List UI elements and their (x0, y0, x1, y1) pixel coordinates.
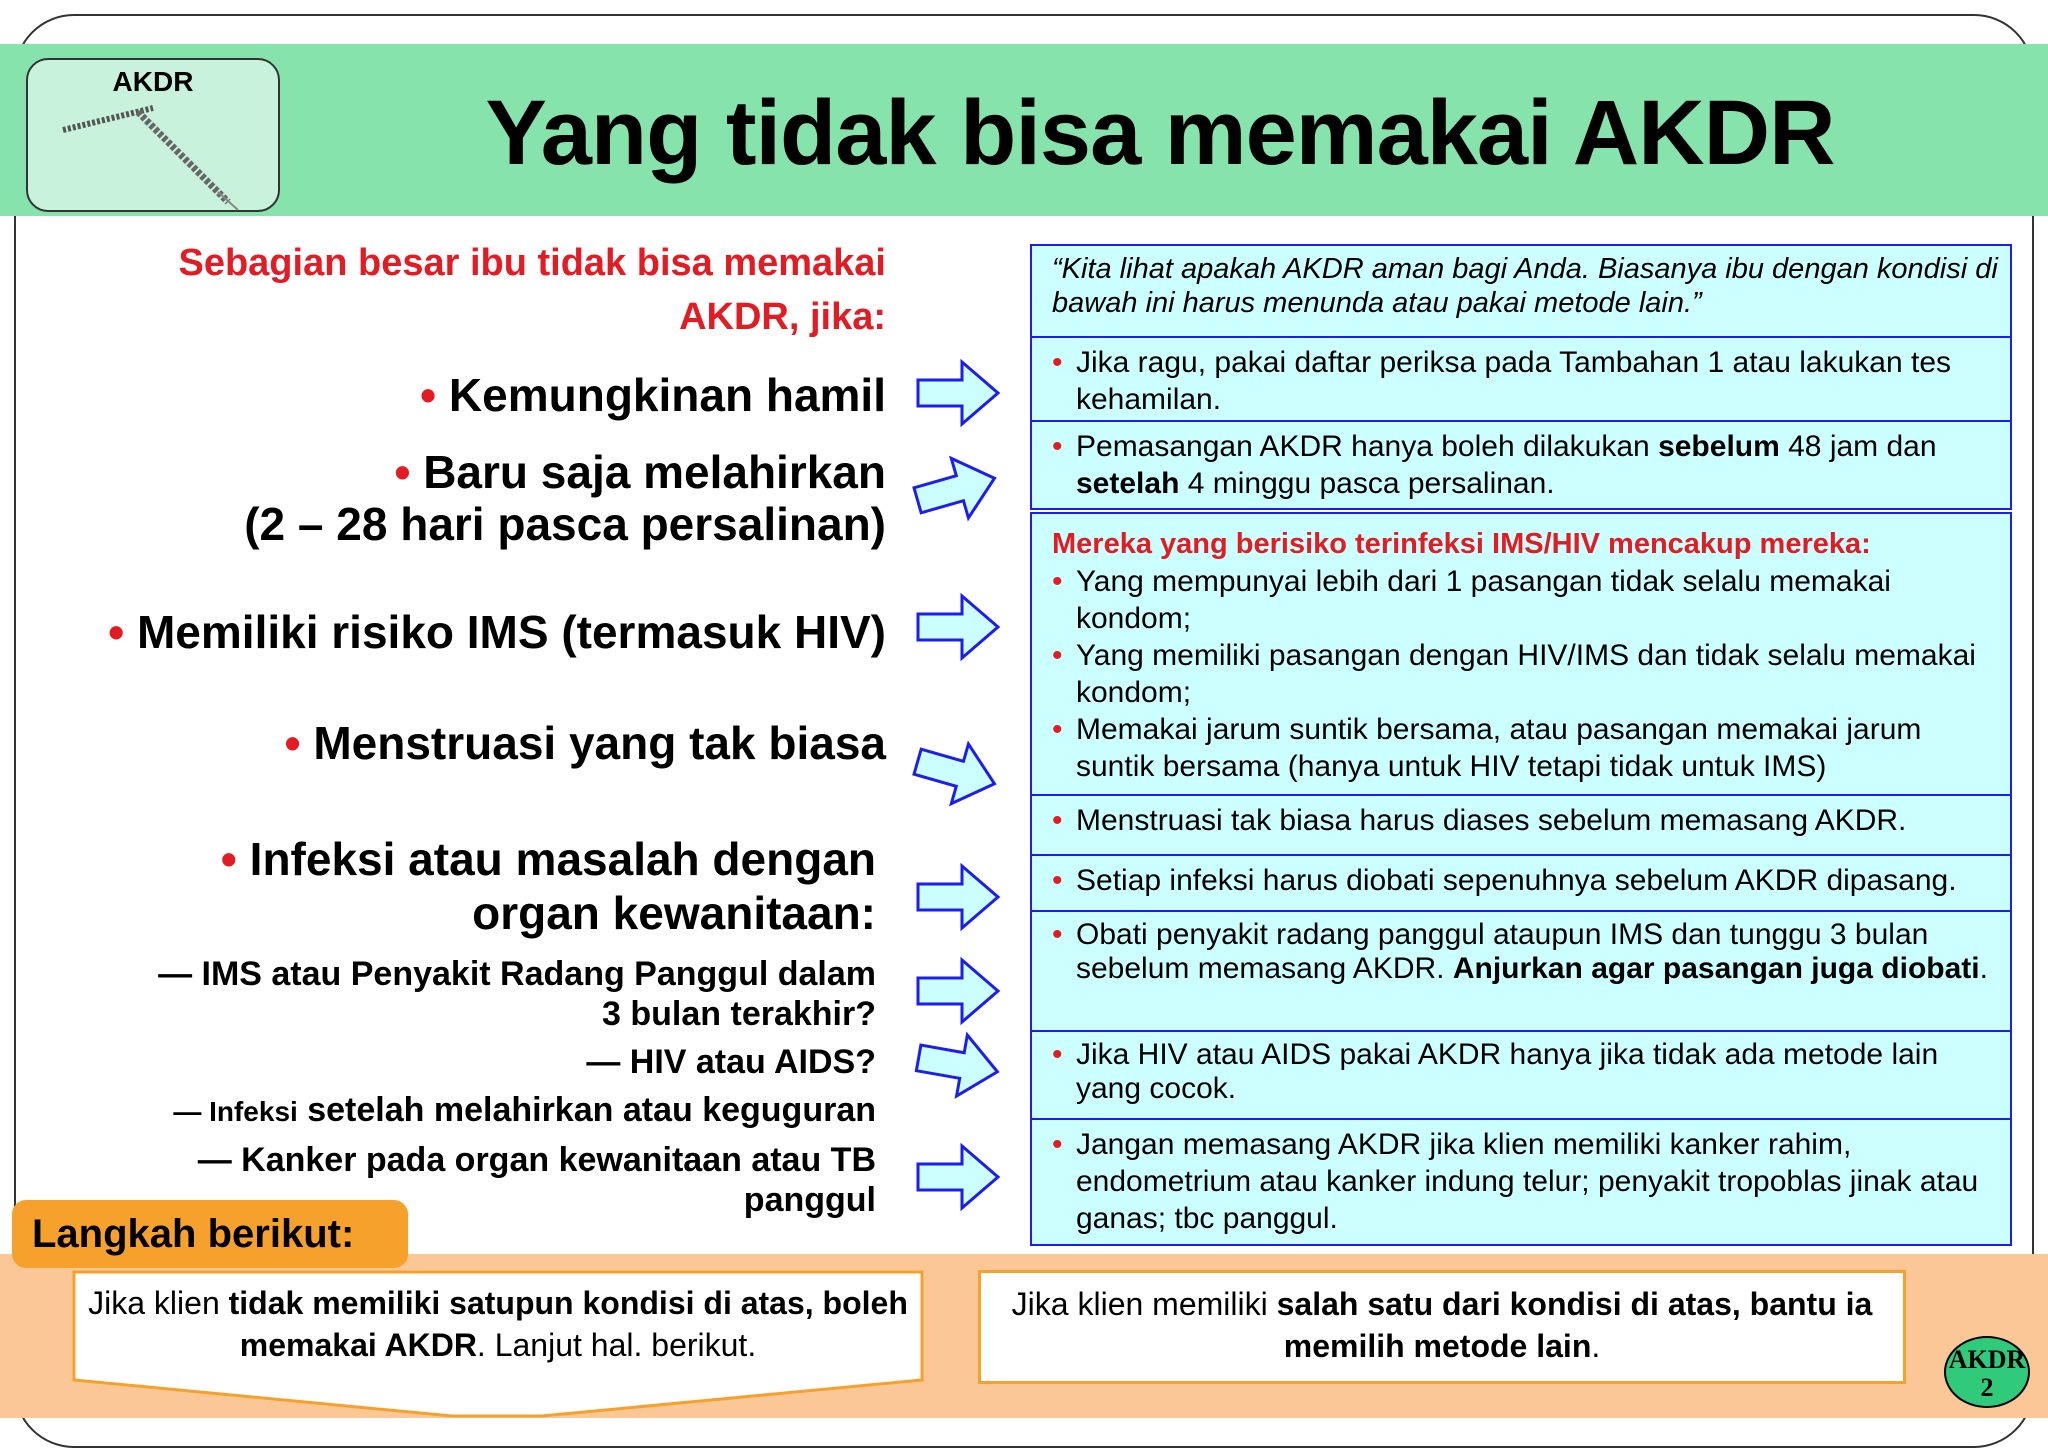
intro-line-2: AKDR, jika: (679, 296, 886, 338)
guidance-quote (1032, 246, 2010, 338)
risk-item: • Yang mempunyai lebih dari 1 pasangan tidak selalu memakai kondom; (1052, 563, 1998, 637)
bullet: • (284, 717, 301, 769)
text-part: 4 minggu pasca persalinan. (1179, 467, 1555, 500)
guidance-text: • Jangan memasang AKDR jika klien memiliki kanker rahim, endometrium atau kanker indung telur; penyakit tropoblas jinak atau ganas; tbc panggul. (1052, 1126, 1998, 1237)
guidance-box-top (1030, 244, 2012, 510)
text-part: . (1979, 952, 1988, 985)
guidance-text: • Menstruasi tak biasa harus diases sebelum memasang AKDR. (1052, 802, 1998, 839)
sub-prefix: — Infeksi (173, 1096, 298, 1127)
condition-label: Kemungkinan hamil (448, 369, 886, 421)
sub-line: — HIV atau AIDS? (586, 1043, 876, 1081)
arrow-right-icon (916, 592, 1002, 662)
text-part: Jika klien (88, 1285, 229, 1321)
guidance-text: • Setiap infeksi harus diobati sepenuhnya sebelum AKDR dipasang. (1052, 862, 1998, 899)
sub-line-1: — Kanker pada organ kewanitaan atau TB (197, 1141, 876, 1179)
guidance-infection (1032, 856, 2010, 912)
text-part: . Lanjut hal. berikut. (476, 1327, 757, 1363)
guidance-postpartum (1032, 422, 2010, 508)
sub-condition-postpartum-infection (40, 1090, 876, 1132)
text-part: Pemasangan AKDR hanya boleh dilakukan (1076, 430, 1659, 463)
page-badge (1944, 1336, 2030, 1408)
risk-item: • Memakai jarum suntik bersama, atau pasangan memakai jarum suntik bersama (hanya untuk HIV tetapi tidak untuk IMS) (1052, 711, 1998, 785)
condition-sti-risk (40, 603, 886, 661)
guidance-box-mid (1030, 512, 2012, 856)
text-bold: sebelum (1658, 430, 1780, 463)
intro-line-1: Sebagian besar ibu tidak bisa memakai (178, 242, 886, 284)
guidance-box-bottom (1030, 854, 2012, 1246)
sub-line-2: panggul (743, 1181, 876, 1219)
badge-number: 2 (1980, 1373, 1994, 1402)
page-title: Yang tidak bisa memakai AKDR (485, 82, 1835, 184)
guidance-sti-risk (1032, 514, 2010, 796)
logo-label: AKDR (112, 66, 194, 97)
quote-text: “Kita lihat apakah AKDR aman bagi Anda. Biasanya ibu dengan kondisi di bawah ini harus menunda atau pakai metode lain.” (1052, 253, 1998, 319)
sub-line: setelah melahirkan atau keguguran (297, 1091, 876, 1129)
text-bold: Anjurkan agar pasangan juga diobati (1452, 952, 1980, 985)
condition-detail: (2 – 28 hari pasca persalinan) (244, 498, 886, 550)
guidance-menstruation (1032, 796, 2010, 854)
bullet: • (420, 369, 437, 421)
text-part: Obati penyakit radang panggul ataupun IMS dan tunggu 3 bulan sebelum memasang AKDR. (1076, 918, 1929, 985)
sub-line-2: 3 bulan terakhir? (602, 995, 876, 1033)
intro-text (60, 236, 886, 344)
condition-label: Menstruasi yang tak biasa (313, 717, 886, 769)
condition-label-2: organ kewanitaan: (472, 887, 876, 939)
guidance-cancer (1032, 1120, 2010, 1244)
condition-label: Baru saja melahirkan (423, 446, 886, 498)
arrow-right-icon (916, 1142, 1002, 1212)
badge-label: AKDR (1948, 1345, 2026, 1374)
guidance-text: • Jika HIV atau AIDS pakai AKDR hanya jika tidak ada metode lain yang cocok. (1052, 1038, 1998, 1106)
condition-postpartum (60, 446, 886, 550)
sub-condition-pid (40, 954, 876, 1034)
arrow-right-icon (916, 862, 1002, 932)
text-bold: tidak memiliki satupun kondisi di atas, boleh memakai AKDR (228, 1285, 908, 1363)
guidance-text (1052, 428, 1998, 502)
guidance-text (1052, 918, 1998, 986)
footer-right-box (978, 1270, 1906, 1384)
condition-menstruation (60, 714, 886, 772)
condition-label: Memiliki risiko IMS (termasuk HIV) (136, 606, 886, 658)
bullet: • (220, 833, 237, 885)
sub-line-1: — IMS atau Penyakit Radang Panggul dalam (158, 955, 876, 993)
text-part: . (1591, 1328, 1601, 1364)
arrow-right-icon (916, 956, 1002, 1026)
text-bold: salah satu dari kondisi di atas, bantu ia memilih metode lain (1276, 1286, 1873, 1364)
text-part: 48 jam dan (1779, 430, 1937, 463)
footer-left-text (80, 1278, 916, 1378)
sub-condition-hiv (40, 1042, 876, 1082)
logo-box (26, 58, 280, 212)
arrow-right-icon (916, 358, 1002, 428)
arrow-right-icon (911, 1023, 1008, 1107)
text-bold: setelah (1076, 467, 1180, 500)
guidance-text: • Jika ragu, pakai daftar periksa pada Tambahan 1 atau lakukan tes kehamilan. (1052, 344, 1998, 418)
text-part: Jika klien memiliki (1011, 1286, 1277, 1322)
next-steps-tab: Langkah berikut: (12, 1200, 408, 1268)
condition-label: Infeksi atau masalah dengan (249, 833, 876, 885)
guidance-pid (1032, 912, 2010, 1032)
iud-icon (58, 102, 258, 212)
condition-pregnancy (60, 366, 886, 424)
guidance-pregnancy (1032, 338, 2010, 422)
bullet: • (108, 606, 125, 658)
risk-item: • Yang memiliki pasangan dengan HIV/IMS dan tidak selalu memakai kondom; (1052, 637, 1998, 711)
condition-infection (60, 832, 876, 940)
guidance-hiv (1032, 1032, 2010, 1120)
bullet: • (394, 446, 411, 498)
risk-heading: Mereka yang berisiko terinfeksi IMS/HIV mencakup mereka: (1052, 528, 1871, 560)
